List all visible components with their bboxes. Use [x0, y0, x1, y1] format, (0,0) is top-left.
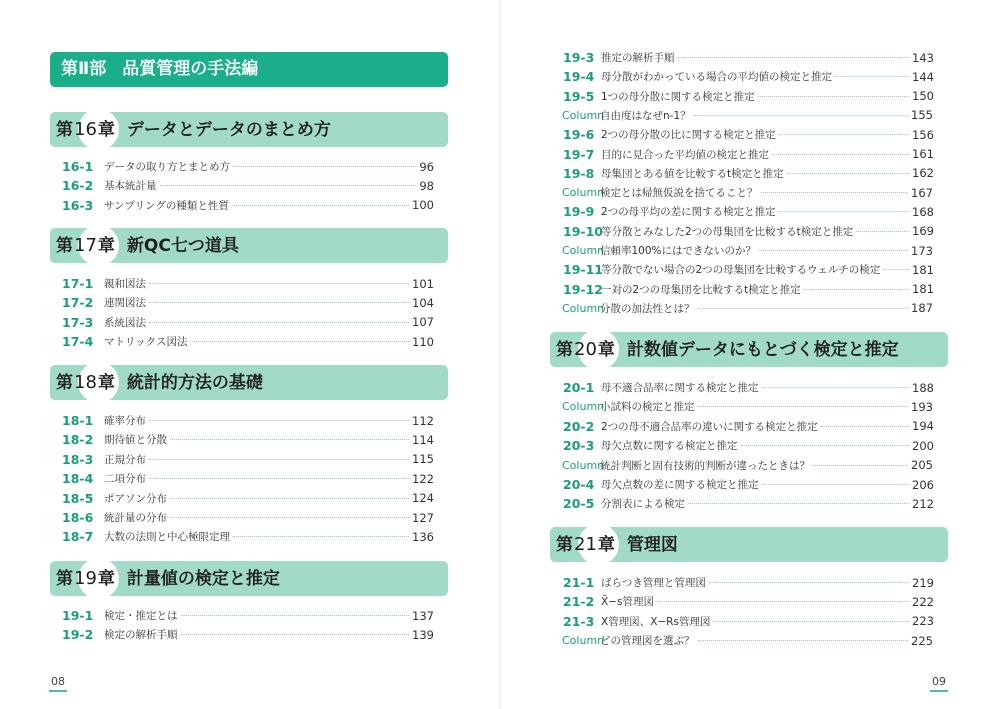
dot-leader	[698, 406, 909, 407]
section-title: 小試料の検定と推定	[600, 401, 695, 414]
chapter-label	[56, 112, 331, 147]
section-title: 1つの母分散に関する検定と推定	[601, 90, 755, 103]
section-title: 二項分布	[104, 473, 146, 486]
folio-underline	[49, 690, 67, 692]
folio-text: 09	[932, 675, 946, 688]
page-reference: 212	[912, 496, 934, 511]
chapter-label	[56, 365, 263, 400]
chapter-number: 16	[74, 119, 97, 140]
section-number: 19-12	[563, 281, 603, 297]
section-number: 18-7	[62, 529, 94, 545]
chapter-suffix: 章	[97, 569, 115, 589]
chapter-header	[50, 112, 448, 147]
toc-entry[interactable]	[563, 592, 934, 611]
section-title: 確率分布	[104, 415, 146, 427]
section-number: Column	[562, 301, 605, 315]
dot-leader	[149, 420, 409, 421]
chapter-label	[556, 527, 678, 562]
page-reference: 169	[912, 224, 934, 239]
dot-leader	[149, 478, 409, 479]
section-title: 検定・推定とは	[104, 610, 178, 622]
dot-leader	[713, 621, 909, 622]
dot-leader	[804, 289, 909, 290]
toc-entry[interactable]	[562, 456, 933, 475]
toc-entry[interactable]	[62, 274, 434, 293]
page-reference: 104	[412, 295, 434, 310]
toc-entry[interactable]	[563, 612, 934, 631]
page-reference: 107	[412, 315, 434, 330]
chapter-number: 19	[74, 568, 97, 589]
section-number: 18-1	[62, 413, 94, 428]
dot-leader	[883, 269, 909, 270]
section-title: 期待値と分散	[104, 434, 167, 447]
section-title: ばらつき管理と管理図	[601, 577, 706, 589]
page-reference: 222	[912, 594, 934, 609]
toc-entry[interactable]	[562, 106, 933, 125]
section-title: 検定とは帰無仮説を捨てること？	[600, 187, 758, 200]
chapter-suffix: 章	[597, 340, 615, 360]
dot-leader	[190, 341, 409, 342]
section-number: Column	[562, 458, 605, 472]
section-title: 大数の法則と中心極限定理	[104, 531, 230, 544]
section-number: 18-5	[62, 490, 94, 506]
chapter-prefix: 第	[56, 569, 73, 589]
chapter-number: 21	[574, 534, 597, 555]
page-reference: 161	[912, 147, 934, 161]
page-reference: 167	[911, 185, 933, 200]
toc-entry[interactable]	[563, 145, 934, 164]
dot-leader	[758, 96, 909, 97]
chapter-suffix: 章	[97, 373, 115, 393]
page-reference: 143	[912, 50, 934, 65]
folio-underline	[930, 690, 948, 692]
section-number: 20-4	[563, 477, 595, 492]
section-number: 18-2	[62, 432, 94, 448]
toc-entry[interactable]	[563, 164, 934, 183]
toc-entry[interactable]	[62, 527, 434, 546]
chapter-prefix: 第	[56, 236, 73, 256]
section-number: 21-2	[563, 594, 595, 610]
page-reference: 181	[912, 262, 934, 277]
section-number: Column	[562, 244, 605, 257]
chapter-header	[50, 228, 448, 263]
dot-leader	[762, 387, 910, 388]
dot-leader	[170, 517, 409, 518]
section-title: 母集団とある値を比較するt検定と推定	[601, 167, 784, 180]
dot-leader	[149, 302, 409, 303]
section-title: 分割表による検定	[601, 498, 685, 511]
dot-leader	[709, 582, 909, 583]
section-number: 18-3	[62, 451, 94, 467]
page-reference: 223	[912, 614, 934, 629]
dot-leader	[160, 185, 417, 186]
section-number: 21-3	[563, 613, 595, 629]
toc-entry[interactable]	[563, 202, 934, 221]
section-number: 19-6	[563, 127, 595, 143]
chapter-prefix: 第	[556, 340, 573, 360]
page-number-left	[51, 675, 65, 688]
toc-entry[interactable]	[562, 631, 933, 650]
chapter-prefix: 第	[56, 373, 73, 393]
section-number: 19-4	[563, 69, 595, 85]
section-title: 等分散とみなした2つの母集団を比較するt検定と推定	[601, 225, 854, 238]
section-title: 目的に見合った平均値の検定と推定	[601, 148, 769, 161]
section-title: 2つの母分散の比に関する検定と推定	[601, 129, 776, 142]
page-reference: 193	[911, 399, 933, 414]
page-reference: 187	[911, 301, 933, 316]
dot-leader	[698, 640, 909, 641]
dot-leader	[821, 426, 909, 427]
section-title: 推定の解析手順	[601, 52, 675, 64]
section-number: 20-1	[563, 380, 595, 395]
page-reference: 188	[912, 380, 934, 395]
chapter-prefix: 第	[56, 120, 73, 140]
chapter-label	[56, 228, 239, 263]
dot-leader	[233, 166, 416, 167]
toc-entry[interactable]	[62, 332, 434, 351]
chapter-suffix: 章	[97, 236, 115, 256]
section-number: 17-2	[62, 295, 94, 311]
chapter-title: 計量値の検定と推定	[126, 569, 280, 589]
section-number: 19-3	[563, 50, 595, 65]
toc-entry[interactable]	[562, 397, 933, 416]
section-number: 21-1	[563, 575, 595, 590]
dot-leader	[233, 536, 409, 537]
dot-leader	[170, 498, 409, 499]
page-reference: 98	[419, 178, 434, 193]
toc-entry[interactable]	[62, 625, 434, 644]
page-reference: 144	[912, 69, 934, 84]
toc-entry[interactable]	[562, 299, 933, 318]
section-number: 19-7	[563, 146, 595, 162]
toc-entry[interactable]	[62, 313, 434, 332]
part-number: 第Ⅱ部	[61, 59, 107, 79]
section-title: 2つの母不適合品率の違いに関する検定と推定	[601, 420, 818, 433]
section-title: 統計判断と固有技術的判断が違ったときは？	[600, 459, 810, 472]
toc-entry[interactable]	[62, 508, 434, 527]
section-number: 18-4	[62, 471, 94, 487]
page-reference: 181	[912, 282, 934, 297]
page-reference: 205	[911, 458, 933, 473]
dot-leader	[779, 211, 909, 212]
section-title: 自由度はなぜn-1？	[600, 109, 691, 122]
section-title: マトリックス図法	[104, 336, 188, 349]
section-title: 基本統計量	[104, 180, 157, 193]
section-number: 20-3	[563, 438, 595, 454]
section-number: 19-1	[62, 608, 94, 623]
chapter-label	[56, 561, 280, 596]
dot-leader	[181, 615, 410, 616]
section-number: 17-4	[62, 334, 94, 350]
section-number: 20-5	[563, 496, 595, 512]
chapter-title: 新QC七つ道具	[126, 236, 239, 256]
section-title: X̄−s管理図	[601, 596, 654, 609]
dot-leader	[170, 439, 409, 440]
section-title: X管理図、X−Rs管理図	[601, 615, 711, 628]
toc-entry[interactable]	[62, 196, 434, 215]
chapter-number: 20	[574, 339, 597, 360]
chapter-number: 17	[74, 235, 97, 256]
dot-leader	[694, 115, 908, 116]
section-number: 17-3	[62, 314, 94, 330]
page-reference: 122	[412, 471, 434, 486]
toc-entry[interactable]	[563, 222, 934, 241]
section-title: 正規分布	[104, 453, 146, 466]
chapter-label	[556, 332, 899, 367]
chapter-header	[550, 332, 948, 367]
toc-entry[interactable]	[563, 260, 934, 279]
chapter-header	[50, 561, 448, 596]
section-title: 分散の加法性とは？	[600, 302, 695, 315]
page-reference: 156	[912, 127, 934, 142]
part-banner	[50, 52, 448, 87]
toc-entry[interactable]	[62, 157, 434, 176]
dot-leader	[856, 231, 909, 232]
section-title: サンプリングの種類と性質	[104, 199, 229, 212]
toc-entry[interactable]	[563, 475, 934, 494]
section-number: Column	[562, 634, 605, 648]
page-reference: 173	[911, 243, 933, 258]
chapter-title: データとデータのまとめ方	[126, 120, 331, 140]
toc-entry[interactable]	[62, 411, 434, 430]
section-number: 16-2	[62, 178, 94, 194]
section-number: 19-10	[563, 223, 603, 239]
dot-leader	[759, 250, 908, 251]
toc-entry[interactable]	[563, 67, 934, 86]
toc-entry[interactable]	[563, 48, 934, 67]
dot-leader	[741, 445, 910, 446]
section-number: Column	[562, 186, 605, 200]
section-number: 16-3	[62, 197, 94, 213]
section-number: Column	[562, 108, 605, 122]
dot-leader	[657, 601, 909, 602]
chapter-title: 統計的方法の基礎	[126, 373, 263, 393]
toc-entry[interactable]	[62, 469, 434, 488]
page-reference: 137	[412, 608, 434, 623]
section-title: ポアソン分布	[104, 492, 167, 505]
page-reference: 127	[412, 510, 434, 525]
section-title: 系統図法	[104, 316, 146, 329]
dot-leader	[688, 503, 909, 504]
section-number: 18-6	[62, 510, 94, 525]
dot-leader	[232, 205, 409, 206]
section-title: 母不適合品率に関する検定と推定	[601, 382, 759, 394]
toc-entry[interactable]	[563, 436, 934, 455]
chapter-title: 計数値データにもとづく検定と推定	[626, 340, 899, 360]
section-title: 母欠点数の差に関する検定と推定	[601, 479, 759, 491]
section-number: 19-11	[563, 262, 603, 278]
section-number: 19-2	[62, 627, 94, 643]
page-reference: 96	[419, 159, 434, 174]
toc-entry[interactable]	[563, 87, 934, 106]
toc-entry[interactable]	[62, 606, 434, 625]
chapter-header	[50, 365, 448, 400]
section-title: 等分散でない場合の2つの母集団を比較するウェルチの検定	[601, 264, 881, 277]
toc-entry[interactable]	[563, 494, 934, 513]
section-title: どの管理図を選ぶ？	[600, 635, 695, 648]
dot-leader	[813, 465, 908, 466]
section-number: 17-1	[62, 276, 94, 291]
dot-leader	[181, 634, 410, 635]
page-reference: 219	[912, 575, 934, 590]
chapter-header	[550, 527, 948, 562]
chapter-suffix: 章	[597, 535, 615, 555]
page-number-right	[932, 675, 946, 688]
section-number: 19-9	[563, 204, 595, 220]
page-reference: 200	[912, 438, 934, 453]
toc-entry[interactable]	[562, 241, 933, 260]
section-number: 20-2	[563, 418, 595, 434]
section-title: 2つの母平均の差に関する検定と推定	[601, 206, 776, 219]
page-reference: 194	[912, 419, 934, 434]
toc-entry[interactable]	[62, 430, 434, 449]
section-title: 母欠点数に関する検定と推定	[601, 440, 738, 453]
dot-leader	[779, 134, 909, 135]
toc-entry[interactable]	[563, 378, 934, 397]
page-reference: 136	[412, 529, 434, 544]
folio-text: 08	[51, 675, 65, 688]
dot-leader	[761, 192, 909, 193]
section-title: 信頼率100%にはできないのか？	[600, 245, 757, 257]
page-reference: 114	[412, 432, 434, 447]
dot-leader	[772, 154, 909, 155]
page-reference: 150	[912, 89, 934, 104]
page-reference: 168	[912, 204, 934, 219]
page-reference: 115	[412, 452, 434, 467]
section-number: 16-1	[62, 159, 94, 174]
chapter-title: 管理図	[626, 535, 678, 555]
dot-leader	[762, 484, 910, 485]
page-reference: 101	[412, 276, 434, 291]
dot-leader	[835, 76, 909, 77]
section-title: 連関図法	[104, 297, 146, 310]
chapter-suffix: 章	[97, 120, 115, 140]
part-title: 品質管理の手法編	[122, 59, 259, 79]
dot-leader	[149, 322, 409, 323]
page-reference: 110	[412, 334, 434, 349]
dot-leader	[149, 283, 409, 284]
section-title: 一対の2つの母集団を比較するt検定と推定	[601, 283, 801, 296]
page-reference: 225	[911, 633, 933, 648]
page-reference: 112	[412, 413, 434, 428]
chapter-prefix: 第	[556, 535, 573, 555]
page-reference: 139	[412, 627, 434, 642]
dot-leader	[698, 308, 909, 309]
toc-entry[interactable]	[62, 450, 434, 469]
section-title: 母分散がわかっている場合の平均値の検定と推定	[601, 71, 832, 84]
section-title: データの取り方とまとめ方	[104, 161, 230, 173]
dot-leader	[149, 459, 409, 460]
toc-entry[interactable]	[563, 573, 934, 592]
section-number: 19-5	[563, 88, 595, 104]
page-reference: 206	[912, 477, 934, 492]
toc-entry[interactable]	[563, 125, 934, 144]
section-title: 統計量の分布	[104, 512, 167, 524]
dot-leader	[787, 173, 909, 174]
toc-entry[interactable]	[62, 293, 434, 312]
toc-entry[interactable]	[62, 489, 434, 508]
section-title: 検定の解析手順	[104, 629, 178, 642]
chapter-number: 18	[74, 372, 97, 393]
toc-entry[interactable]	[563, 280, 934, 299]
page-reference: 124	[412, 491, 434, 506]
toc-entry[interactable]	[562, 183, 933, 202]
page-reference: 100	[412, 198, 434, 213]
page-reference: 162	[912, 166, 934, 181]
toc-entry[interactable]	[563, 417, 934, 436]
page-reference: 155	[911, 108, 933, 123]
dot-leader	[678, 57, 910, 58]
toc-entry[interactable]	[62, 176, 434, 195]
section-number: 19-8	[563, 165, 595, 181]
section-title: 親和図法	[104, 278, 146, 290]
section-number: Column	[562, 400, 605, 414]
